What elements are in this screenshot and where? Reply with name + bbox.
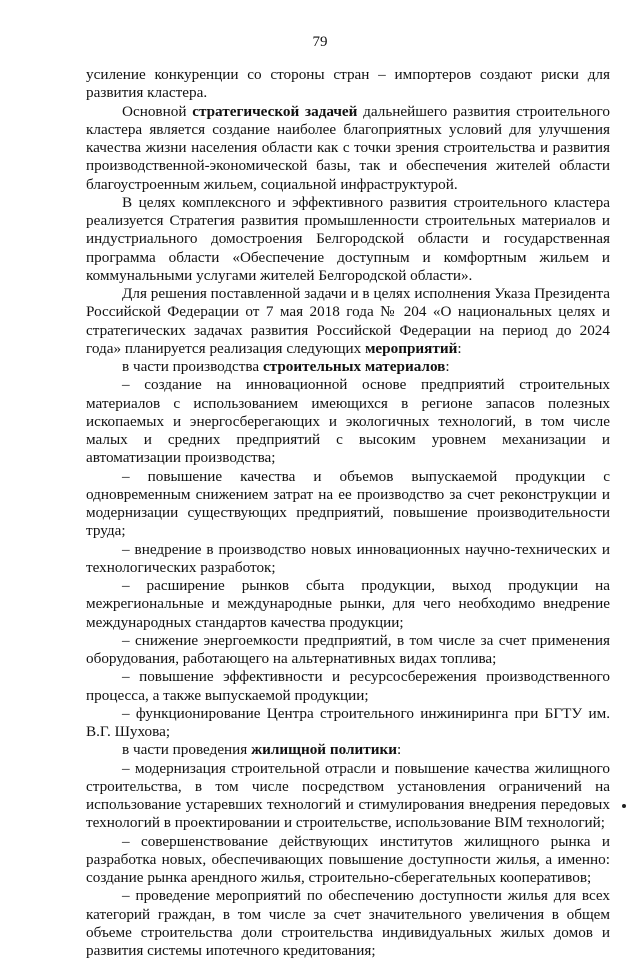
list-item: – совершенствование действующих институтов жилищного рынка и разработка новых, обеспечивающих повышение доступности жилья, а именно: создание рынка арендного жилья, строительно-сберегательных кооперативов; (86, 832, 610, 886)
page-number: 79 (312, 34, 328, 50)
list-item: – снижение энергоемкости предприятий, в том числе за счет применения оборудования, работающего на альтернативных видах топлива; (86, 631, 610, 667)
margin-dot (622, 804, 626, 808)
section-heading-housing (86, 741, 610, 759)
list-item: – проведение мероприятий по обеспечению доступности жилья для всех категорий граждан, в том числе за счет значительного увеличения в общем объеме строительства доли строительства индивидуальных жилых домов и развития системы ипотечного кредитования; (86, 887, 610, 959)
list-item: – модернизация строительной отрасли и повышение качества жилищного строительства, в том числе посредством установления ограничений на использование устаревших технологий и стимулирования внедрения передовых технологий в проектировании и строительстве, использование BIM технологий; (86, 759, 610, 832)
section-heading-materials-bold: строительных материалов (262, 358, 446, 375)
paragraph-strategic-task-lead: Основной (122, 102, 193, 120)
list-item: – создание на инновационной основе предприятий строительных материалов с использованием имеющихся в регионе запасов полезных ископаемых и энергосберегающих и экологичных технологий, в том числе малых и средних предприятий с высоким уровнем механизации и автоматизации производства; (86, 376, 610, 467)
section-heading-materials-colon: : (445, 358, 450, 375)
paragraph-measures-intro (86, 285, 610, 358)
paragraph-measures-intro-lead: Для решения поставленной задачи и в целях исполнения Указа Президента Российской Федерации от 7 мая 2018 года № 204 «О национальных целях и стратегических задачах развития Российской Федерации на период до 2024 года» планируется реализация следующих (86, 285, 610, 357)
list-item: – расширение рынков сбыта продукции, выход продукции на межрегиональные и международные рынки, для чего необходимо внедрение международных стандартов качества продукции; (86, 577, 610, 631)
list-item: – повышение эффективности и ресурсосбережения производственного процесса, а также выпускаемой продукции; (86, 668, 610, 704)
paragraph-strategy: В целях комплексного и эффективного развития строительного кластера реализуется Стратегия развития промышленности строительных материалов и индустриального домостроения Белгородской области и государственная программа области «Обеспечение доступным и комфортным жильем и коммунальными услугами жителей Белгородской области». (86, 193, 610, 284)
list-item: – функционирование Центра строительного инжиниринга при БГТУ им. В.Г. Шухова; (86, 704, 610, 740)
section-heading-materials-lead: в части производства (122, 358, 263, 375)
list-item: – внедрение в производство новых инновационных научно-технических и технологических разработок; (86, 540, 610, 576)
paragraph-strategic-task (86, 103, 610, 194)
section-heading-housing-lead: в части проведения (122, 741, 252, 759)
section-heading-housing-bold: жилищной политики (251, 741, 397, 759)
body-text (86, 66, 610, 960)
list-item: – повышение качества и объемов выпускаемой продукции с одновременным снижением затрат на ее производство за счет реконструкции и модернизации существующих предприятий, повышение производительности труда; (86, 467, 610, 540)
paragraph-strategic-task-rest: дальнейшего развития строительного кластера является создание наиболее благоприятных условий для улучшения качества жизни населения области как с точки зрения строительства и развития производственной-экономической базы, так и обеспечения жителей области благоустроенным жильем, социальной инфраструктурой. (86, 102, 611, 193)
paragraph-measures-intro-bold: мероприятий (365, 339, 458, 357)
paragraph-strategic-task-bold: стратегической задачей (192, 102, 358, 120)
section-heading-housing-colon: : (396, 741, 402, 759)
section-heading-materials (86, 358, 610, 376)
paragraph-continuation: усиление конкуренции со стороны стран – импортеров создают риски для развития кластера. (86, 66, 610, 102)
paragraph-measures-intro-colon: : (457, 339, 462, 357)
